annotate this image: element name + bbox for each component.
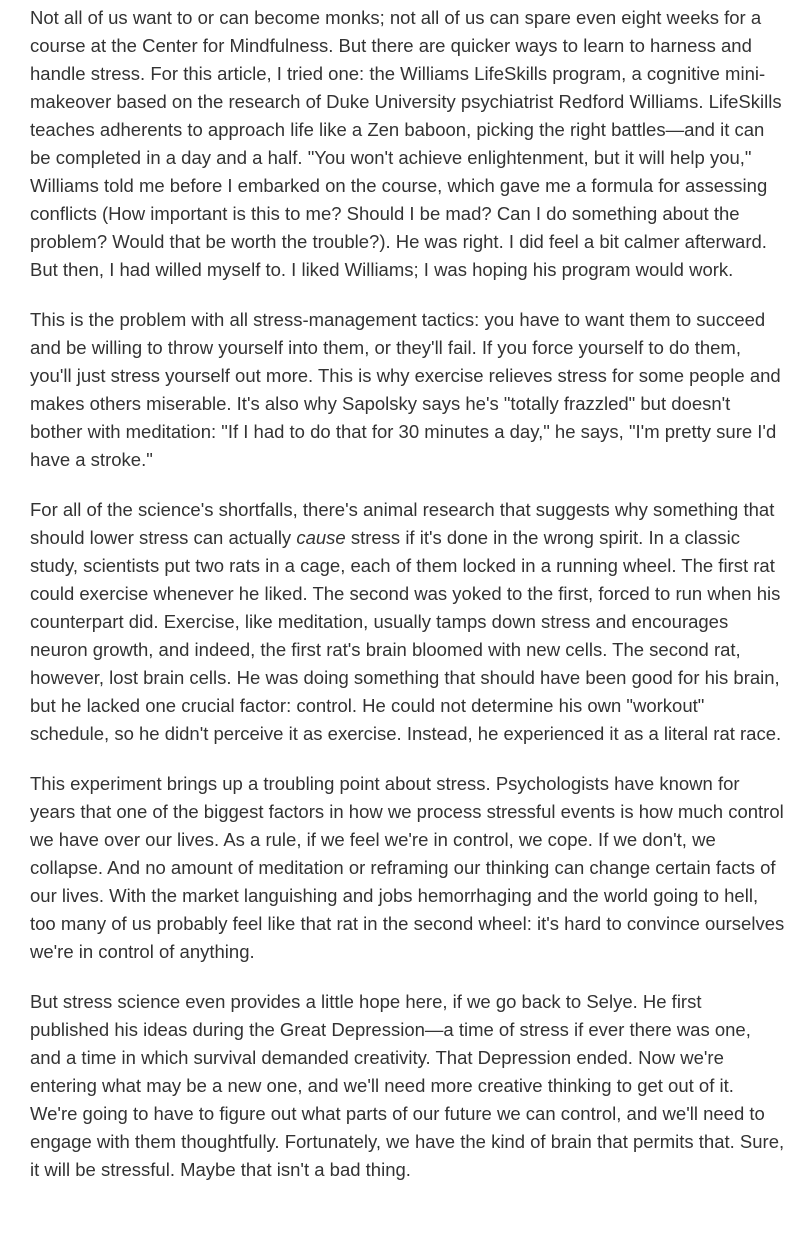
paragraph-4: This experiment brings up a troubling point about stress. Psychologists have known for years that one of the biggest factors in how we process stressful events is how much control we have over our lives. As a rule, if we feel we're in control, we cope. If we don't, we collapse. And no amount of meditation or reframing our thinking can change certain facts of our lives. With the market languishing and jobs hemorrhaging and the world going to hell, too many of us probably feel like that rat in the second wheel: it's hard to convince ourselves we're in control of anything. <box>30 773 785 962</box>
paragraph-3-text-start: For all of the science's shortfalls, there's animal research that suggests why something that should lower stress can actually <box>30 499 775 548</box>
paragraph-1: Not all of us want to or can become monks; not all of us can spare even eight weeks for a course at the Center for Mindfulness. But there are quicker ways to learn to harness and handle stress. For this article, I tried one: the Williams LifeSkills program, a cognitive mini-makeover based on the research of Duke University psychiatrist Redford Williams. LifeSkills teaches adherents to approach life like a Zen baboon, picking the right battles—and it can be completed in a day and a half. "You won't achieve enlightenment, but it will help you," Williams told me before I embarked on the course, which gave me a formula for assessing conflicts (How important is this to me? Should I be mad? Can I do something about the problem? Would that be worth the trouble?). He was right. I did feel a bit calmer afterward. But then, I had willed myself to. I liked Williams; I was hoping his program would work. <box>30 7 782 280</box>
emphasis-cause: cause <box>296 527 346 548</box>
paragraph-2: This is the problem with all stress-management tactics: you have to want them to succeed and be willing to throw yourself into them, or they'll fail. If you force yourself to do them, you'll just stress yourself out more. This is why exercise relieves stress for some people and makes others miserable. It's also why Sapolsky says he's "totally frazzled" but doesn't bother with meditation: "If I had to do that for 30 minutes a day," he says, "I'm pretty sure I'd have a stroke." <box>30 309 781 470</box>
paragraph-5: But stress science even provides a little hope here, if we go back to Selye. He first published his ideas during the Great Depression—a time of stress if ever there was one, and a time in which survival demanded creativity. That Depression ended. Now we're entering what may be a new one, and we'll need more creative thinking to get out of it. We're going to have to figure out what parts of our future we can control, and we'll need to engage with them thoughtfully. Fortunately, we have the kind of brain that permits that. Sure, it will be stressful. Maybe that isn't a bad thing. <box>30 991 785 1180</box>
paragraph-3-text-end: stress if it's done in the wrong spirit. In a classic study, scientists put two rats in a cage, each of them locked in a running wheel. The first rat could exercise whenever he liked. The second was yoked to the first, forced to run when his counterpart did. Exercise, like meditation, usually tamps down stress and encourages neuron growth, and indeed, the first rat's brain bloomed with new cells. The second rat, however, lost brain cells. He was doing something that should have been good for his brain, but he lacked one crucial factor: control. He could not determine his own "workout" schedule, so he didn't perceive it as exercise. Instead, he experienced it as a literal rat race. <box>30 527 782 744</box>
paragraph-3 <box>30 496 785 748</box>
